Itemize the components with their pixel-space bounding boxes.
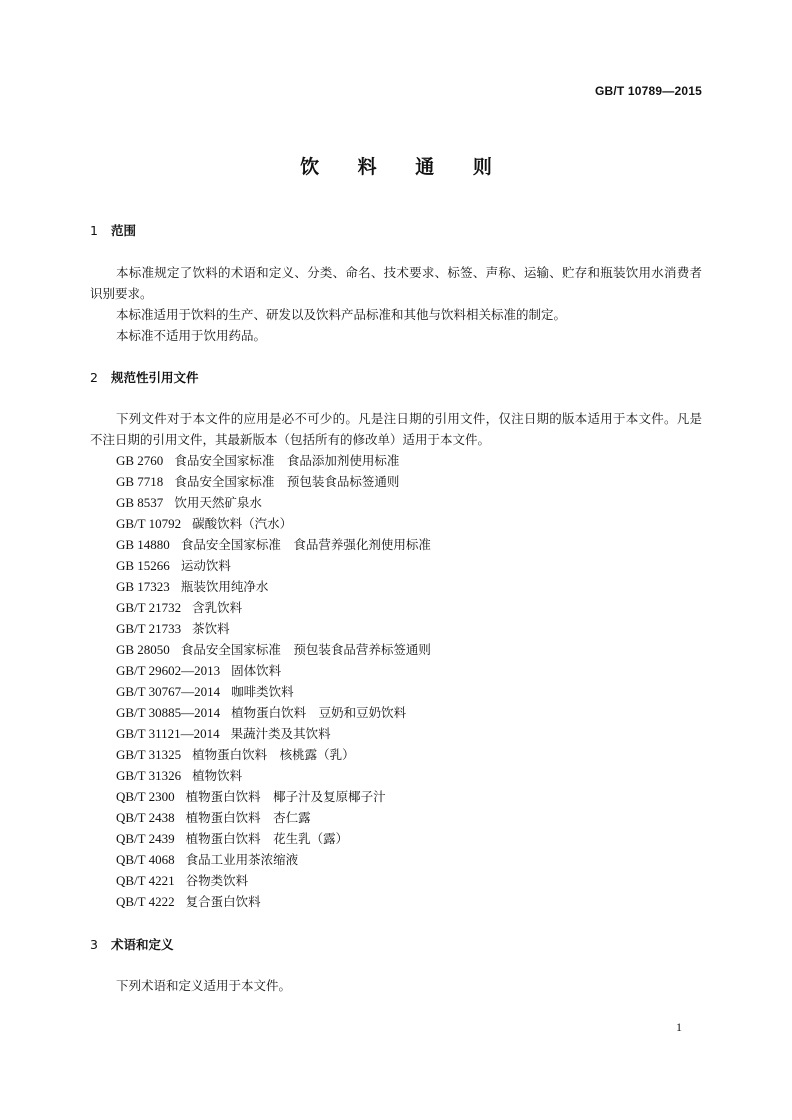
section-1-paragraph-3: 本标准不适用于饮用药品。 [116, 328, 267, 343]
section-1-paragraph-1: 本标准规定了饮料的术语和定义、分类、命名、技术要求、标签、声称、运输、贮存和瓶装饮用水消费者识别要求。 [90, 265, 702, 301]
reference-item [116, 807, 431, 828]
reference-item [116, 681, 431, 702]
reference-item [116, 723, 431, 744]
reference-title: 食品安全国家标准 食品营养强化剂使用标准 [180, 537, 431, 552]
reference-item [116, 597, 431, 618]
reference-item [116, 828, 431, 849]
reference-item [116, 702, 431, 723]
reference-code: GB/T 31326 [116, 768, 182, 783]
reference-code: GB 28050 [116, 642, 170, 657]
reference-title: 食品安全国家标准 食品添加剂使用标准 [174, 453, 400, 468]
reference-title: 含乳饮料 [192, 600, 243, 615]
reference-title: 谷物类饮料 [185, 873, 249, 888]
reference-title: 植物蛋白饮料 椰子汁及复原椰子汁 [185, 789, 386, 804]
reference-code: QB/T 2439 [116, 831, 175, 846]
reference-code: GB 17323 [116, 579, 170, 594]
reference-code: GB 15266 [116, 558, 170, 573]
reference-title: 茶饮料 [192, 621, 230, 636]
reference-item [116, 870, 431, 891]
section-3-number: 3 [90, 937, 98, 952]
document-title: 饮 料 通 则 [300, 156, 508, 178]
reference-title: 运动饮料 [180, 558, 231, 573]
reference-item [116, 492, 431, 513]
reference-item [116, 534, 431, 555]
reference-title: 果蔬汁类及其饮料 [230, 726, 331, 741]
reference-item [116, 786, 431, 807]
section-3-heading [90, 935, 174, 953]
reference-item [116, 450, 431, 471]
reference-item [116, 471, 431, 492]
reference-item [116, 555, 431, 576]
reference-title: 固体饮料 [231, 663, 282, 678]
reference-title: 植物蛋白饮料 杏仁露 [185, 810, 311, 825]
reference-title: 复合蛋白饮料 [185, 894, 261, 909]
reference-code: GB 14880 [116, 537, 170, 552]
reference-title: 食品安全国家标准 预包装食品标签通则 [174, 474, 400, 489]
reference-title: 植物蛋白饮料 豆奶和豆奶饮料 [231, 705, 407, 720]
reference-item [116, 639, 431, 660]
reference-title: 瓶装饮用纯净水 [180, 579, 269, 594]
reference-item [116, 660, 431, 681]
reference-code: QB/T 4222 [116, 894, 175, 909]
reference-item [116, 744, 431, 765]
reference-title: 植物饮料 [192, 768, 243, 783]
reference-code: QB/T 2300 [116, 789, 175, 804]
reference-code: GB/T 21733 [116, 621, 182, 636]
section-2-heading [90, 368, 199, 386]
reference-item [116, 513, 431, 534]
reference-title: 饮用天然矿泉水 [174, 495, 262, 510]
section-2-number: 2 [90, 370, 98, 385]
section-3-title: 术语和定义 [111, 937, 174, 952]
reference-code: GB/T 31325 [116, 747, 182, 762]
section-1-title: 范围 [111, 223, 137, 238]
reference-title: 碳酸饮料（汽水） [192, 516, 293, 531]
reference-title: 植物蛋白饮料 核桃露（乳） [192, 747, 355, 762]
reference-title: 咖啡类饮料 [231, 684, 294, 699]
section-2-intro: 下列文件对于本文件的应用是必不可少的。凡是注日期的引用文件，仅注日期的版本适用于本文件。凡是不注日期的引用文件，其最新版本（包括所有的修改单）适用于本文件。 [90, 411, 702, 447]
reference-item [116, 891, 431, 912]
section-3-intro: 下列术语和定义适用于本文件。 [116, 978, 292, 993]
reference-item [116, 618, 431, 639]
reference-code: GB/T 10792 [116, 516, 182, 531]
reference-item [116, 576, 431, 597]
section-1-heading [90, 221, 136, 239]
section-1-number: 1 [90, 223, 98, 238]
standard-code: GB/T 10789—2015 [594, 84, 702, 98]
reference-title: 食品安全国家标准 预包装食品营养标签通则 [180, 642, 431, 657]
reference-code: GB/T 30767—2014 [116, 684, 221, 699]
reference-item [116, 765, 431, 786]
reference-code: GB 7718 [116, 474, 164, 489]
reference-title: 食品工业用茶浓缩液 [185, 852, 299, 867]
reference-code: GB/T 30885—2014 [116, 705, 221, 720]
reference-code: GB 2760 [116, 453, 164, 468]
reference-code: GB/T 29602—2013 [116, 663, 221, 678]
normative-reference-list [116, 450, 431, 912]
section-1-paragraph-2: 本标准适用于饮料的生产、研发以及饮料产品标准和其他与饮料相关标准的制定。 [116, 307, 567, 322]
section-2-title: 规范性引用文件 [111, 370, 199, 385]
reference-title: 植物蛋白饮料 花生乳（露） [185, 831, 349, 846]
reference-code: GB 8537 [116, 495, 164, 510]
reference-code: QB/T 2438 [116, 810, 175, 825]
reference-code: QB/T 4221 [116, 873, 175, 888]
reference-code: QB/T 4068 [116, 852, 175, 867]
reference-code: GB/T 21732 [116, 600, 182, 615]
reference-item [116, 849, 431, 870]
page-number: 1 [676, 1020, 682, 1034]
reference-code: GB/T 31121—2014 [116, 726, 220, 741]
